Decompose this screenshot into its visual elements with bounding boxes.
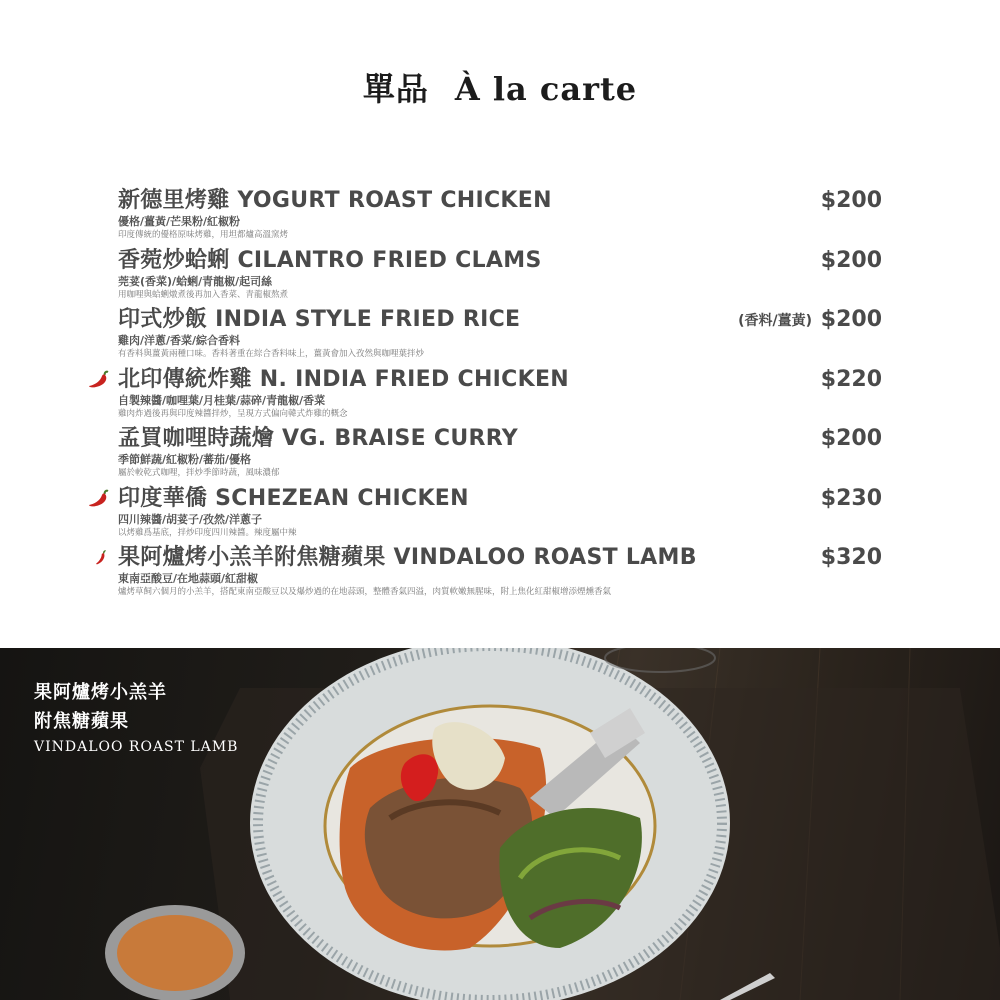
menu-item-description: 用咖哩與蛤蜊燉煮後再加入香菜、青龍椒熬煮: [118, 289, 289, 300]
menu-item-name: 印度華僑 SCHEZEAN CHICKEN: [118, 485, 469, 511]
chili-pepper-icon: [88, 488, 112, 510]
menu-item-price: $200: [820, 426, 882, 451]
menu-item-ingredients: 莞荽(香菜)/蛤蜊/青龍椒/起司絲: [118, 274, 273, 288]
photo-caption-line2: 附焦糖蘋果: [34, 711, 129, 732]
menu-item-name: 香菀炒蛤蜊 CILANTRO FRIED CLAMS: [118, 247, 542, 273]
menu-item: [118, 543, 884, 603]
menu-item: [118, 186, 884, 246]
chili-pepper-icon: [92, 549, 110, 567]
menu-item-ingredients: 東南亞酸豆/在地蒜頭/紅甜椒: [118, 572, 259, 585]
menu-item-ingredients: 季節鮮蔬/紅椒粉/蕃茄/優格: [118, 453, 252, 466]
menu-item-price: $320: [820, 545, 882, 570]
page-title-zh: 單品: [362, 70, 429, 108]
menu-item-description: 屬於較乾式咖哩，拌炒季節時蔬，風味濃郁: [118, 468, 280, 478]
menu-item-description: 印度傳統的優格原味烤雞，用坦都爐高溫窯烤: [118, 230, 289, 240]
menu-item-ingredients: 四川辣醬/胡荽子/孜然/洋蔥子: [118, 512, 263, 526]
menu-item-ingredients: 雞肉/洋蔥/香菜/綜合香料: [118, 334, 241, 347]
menu-item-name: 新德里烤雞 YOGURT ROAST CHICKEN: [118, 188, 552, 213]
menu-item: [118, 484, 884, 544]
menu-item-price: $200: [820, 247, 882, 273]
menu-item-price: $220: [820, 366, 882, 392]
menu-item-flavor-note: (香料/薑黃): [738, 313, 812, 329]
chili-pepper-icon: [88, 369, 112, 391]
menu-item-name: 孟買咖哩時蔬燴 VG. BRAISE CURRY: [118, 426, 519, 451]
menu-item: [118, 305, 884, 365]
photo-caption-line3: VINDALOO ROAST LAMB: [34, 739, 239, 755]
menu-item-description: 以烤雞爲基底，拌炒印度四川辣醬。辣度屬中辣: [118, 527, 297, 538]
menu-item-description: 爐烤草飼六個月的小羔羊，搭配東南亞酸豆以及爆炒過的在地蒜頭，整體香氣四溢，肉質軟嫩無腥味，附上焦化紅甜椒增添煙燻香氣: [118, 587, 612, 597]
menu-item: [118, 365, 884, 425]
menu-item-price: $230: [820, 485, 882, 511]
menu-item: [118, 246, 884, 306]
menu-item-price: $200: [820, 188, 882, 213]
menu-list: [118, 186, 884, 603]
menu-item-name: 北印傳統炸雞 N. INDIA FRIED CHICKEN: [118, 366, 569, 392]
menu-item: [118, 424, 884, 484]
menu-item-name: 印式炒飯 INDIA STYLE FRIED RICE: [118, 307, 521, 332]
photo-caption: [34, 678, 238, 758]
menu-item-description: 有香料與薑黃兩種口味。香料著重在綜合香料味上，薑黃會加入孜然與咖哩葉拌炒: [118, 349, 425, 359]
dish-photo: [0, 648, 1000, 1000]
menu-item-price: $200: [820, 307, 882, 332]
menu-item-ingredients: 自製辣醬/咖哩葉/月桂葉/蒜碎/青龍椒/香菜: [118, 393, 326, 407]
page-title: [0, 64, 1000, 110]
menu-item-description: 雞肉炸過後再與印度辣醬拌炒，呈現方式偏向韓式炸雞的概念: [118, 408, 348, 419]
page-title-fr: À la carte: [454, 70, 638, 108]
photo-caption-line1: 果阿爐烤小羔羊: [34, 682, 167, 703]
menu-item-ingredients: 優格/薑黃/芒果粉/紅椒粉: [118, 215, 241, 228]
menu-item-name: 果阿爐烤小羔羊附焦糖蘋果 VINDALOO ROAST LAMB: [118, 545, 697, 570]
